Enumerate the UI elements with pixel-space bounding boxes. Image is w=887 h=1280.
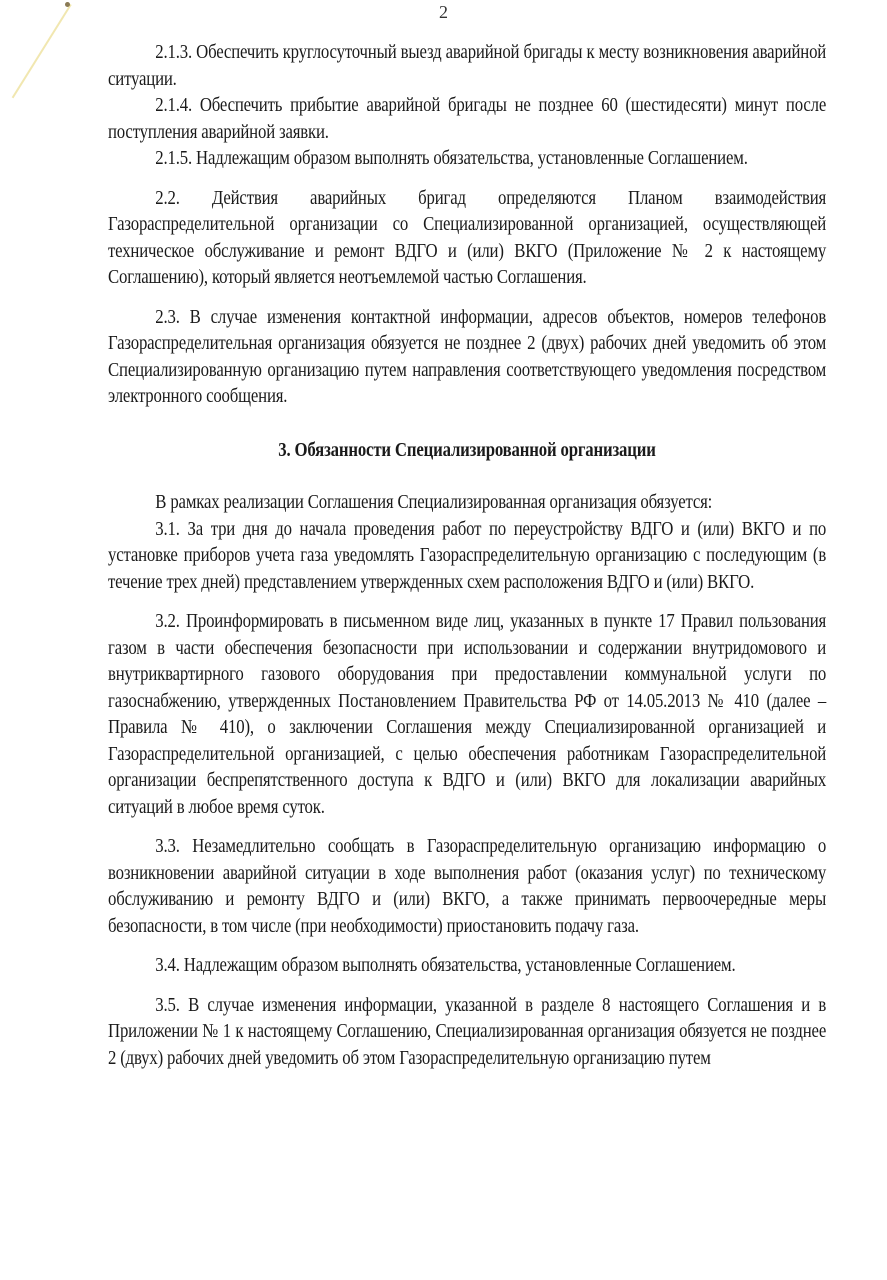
document-body [108,40,826,1072]
page-number: 2 [439,2,448,22]
section-3-intro: В рамках реализации Соглашения Специализированная организация обязуется: [155,492,713,513]
clause-3-5: 3.5. В случае изменения информации, указанной в разделе 8 настоящего Соглашения и в Приложении № 1 к настоящему Соглашению, Специализированная организация обязуется не позднее 2 (двух) рабочих дней уведомить об этом Газораспределительную организацию путем [108,994,827,1069]
clause-2-1-3: 2.1.3. Обеспечить круглосуточный выезд аварийной бригады к месту возникновения аварийной ситуации. [108,42,827,90]
clause-3-1: 3.1. За три дня до начала проведения работ по переустройству ВДГО и (или) ВКГО и по установке приборов учета газа уведомлять Газораспределительную организацию с последующим (в течение трех дней) представлением утвержденных схем расположения ВДГО и (или) ВКГО. [108,518,827,593]
clause-2-2: 2.2. Действия аварийных бригад определяются Планом взаимодействия Газораспределительной организации со Специализированной организацией, осуществляющей техническое обслуживание и ремонт ВДГО и (или) ВКГО (Приложение № 2 к настоящему Соглашению), который является неотъемлемой частью Соглашения. [108,187,827,288]
section-3-heading: 3. Обязанности Специализированной организации [278,439,656,461]
clause-2-1-4: 2.1.4. Обеспечить прибытие аварийной бригады не позднее 60 (шестидесяти) минут после поступления аварийной заявки. [108,95,827,143]
clause-3-4: 3.4. Надлежащим образом выполнять обязательства, установленные Соглашением. [155,955,736,976]
clause-2-1-5: 2.1.5. Надлежащим образом выполнять обязательства, установленные Соглашением. [155,148,748,169]
clause-3-3: 3.3. Незамедлительно сообщать в Газораспределительную организацию информацию о возникновении аварийной ситуации в ходе выполнения работ (оказания услуг) по техническому обслуживанию и ремонту ВДГО и (или) ВКГО, а также принимать первоочередные меры безопасности, в том числе (при необходимости) приостановить подачу газа. [108,836,827,937]
clause-2-3: 2.3. В случае изменения контактной информации, адресов объектов, номеров телефонов Газораспределительная организация обязуется не позднее 2 (двух) рабочих дней уведомить об этом Специализированную организацию путем направления соответствующего уведомления посредством электронного сообщения. [108,306,827,407]
clause-3-2: 3.2. Проинформировать в письменном виде лиц, указанных в пункте 17 Правил пользования газом в части обеспечения безопасности при использовании и содержании внутридомового и внутриквартирного газового оборудования при предоставлении коммунальной услуги по газоснабжению, утвержденных Постановлением Правительства РФ от 14.05.2013 № 410 (далее – Правила № 410), о заключении Соглашения между Специализированной организацией и Газораспределительной организацией, с целью обеспечения работникам Газораспределительной организации беспрепятственного доступа к ВДГО и (или) ВКГО для локализации аварийных ситуаций в любое время суток. [108,611,827,818]
